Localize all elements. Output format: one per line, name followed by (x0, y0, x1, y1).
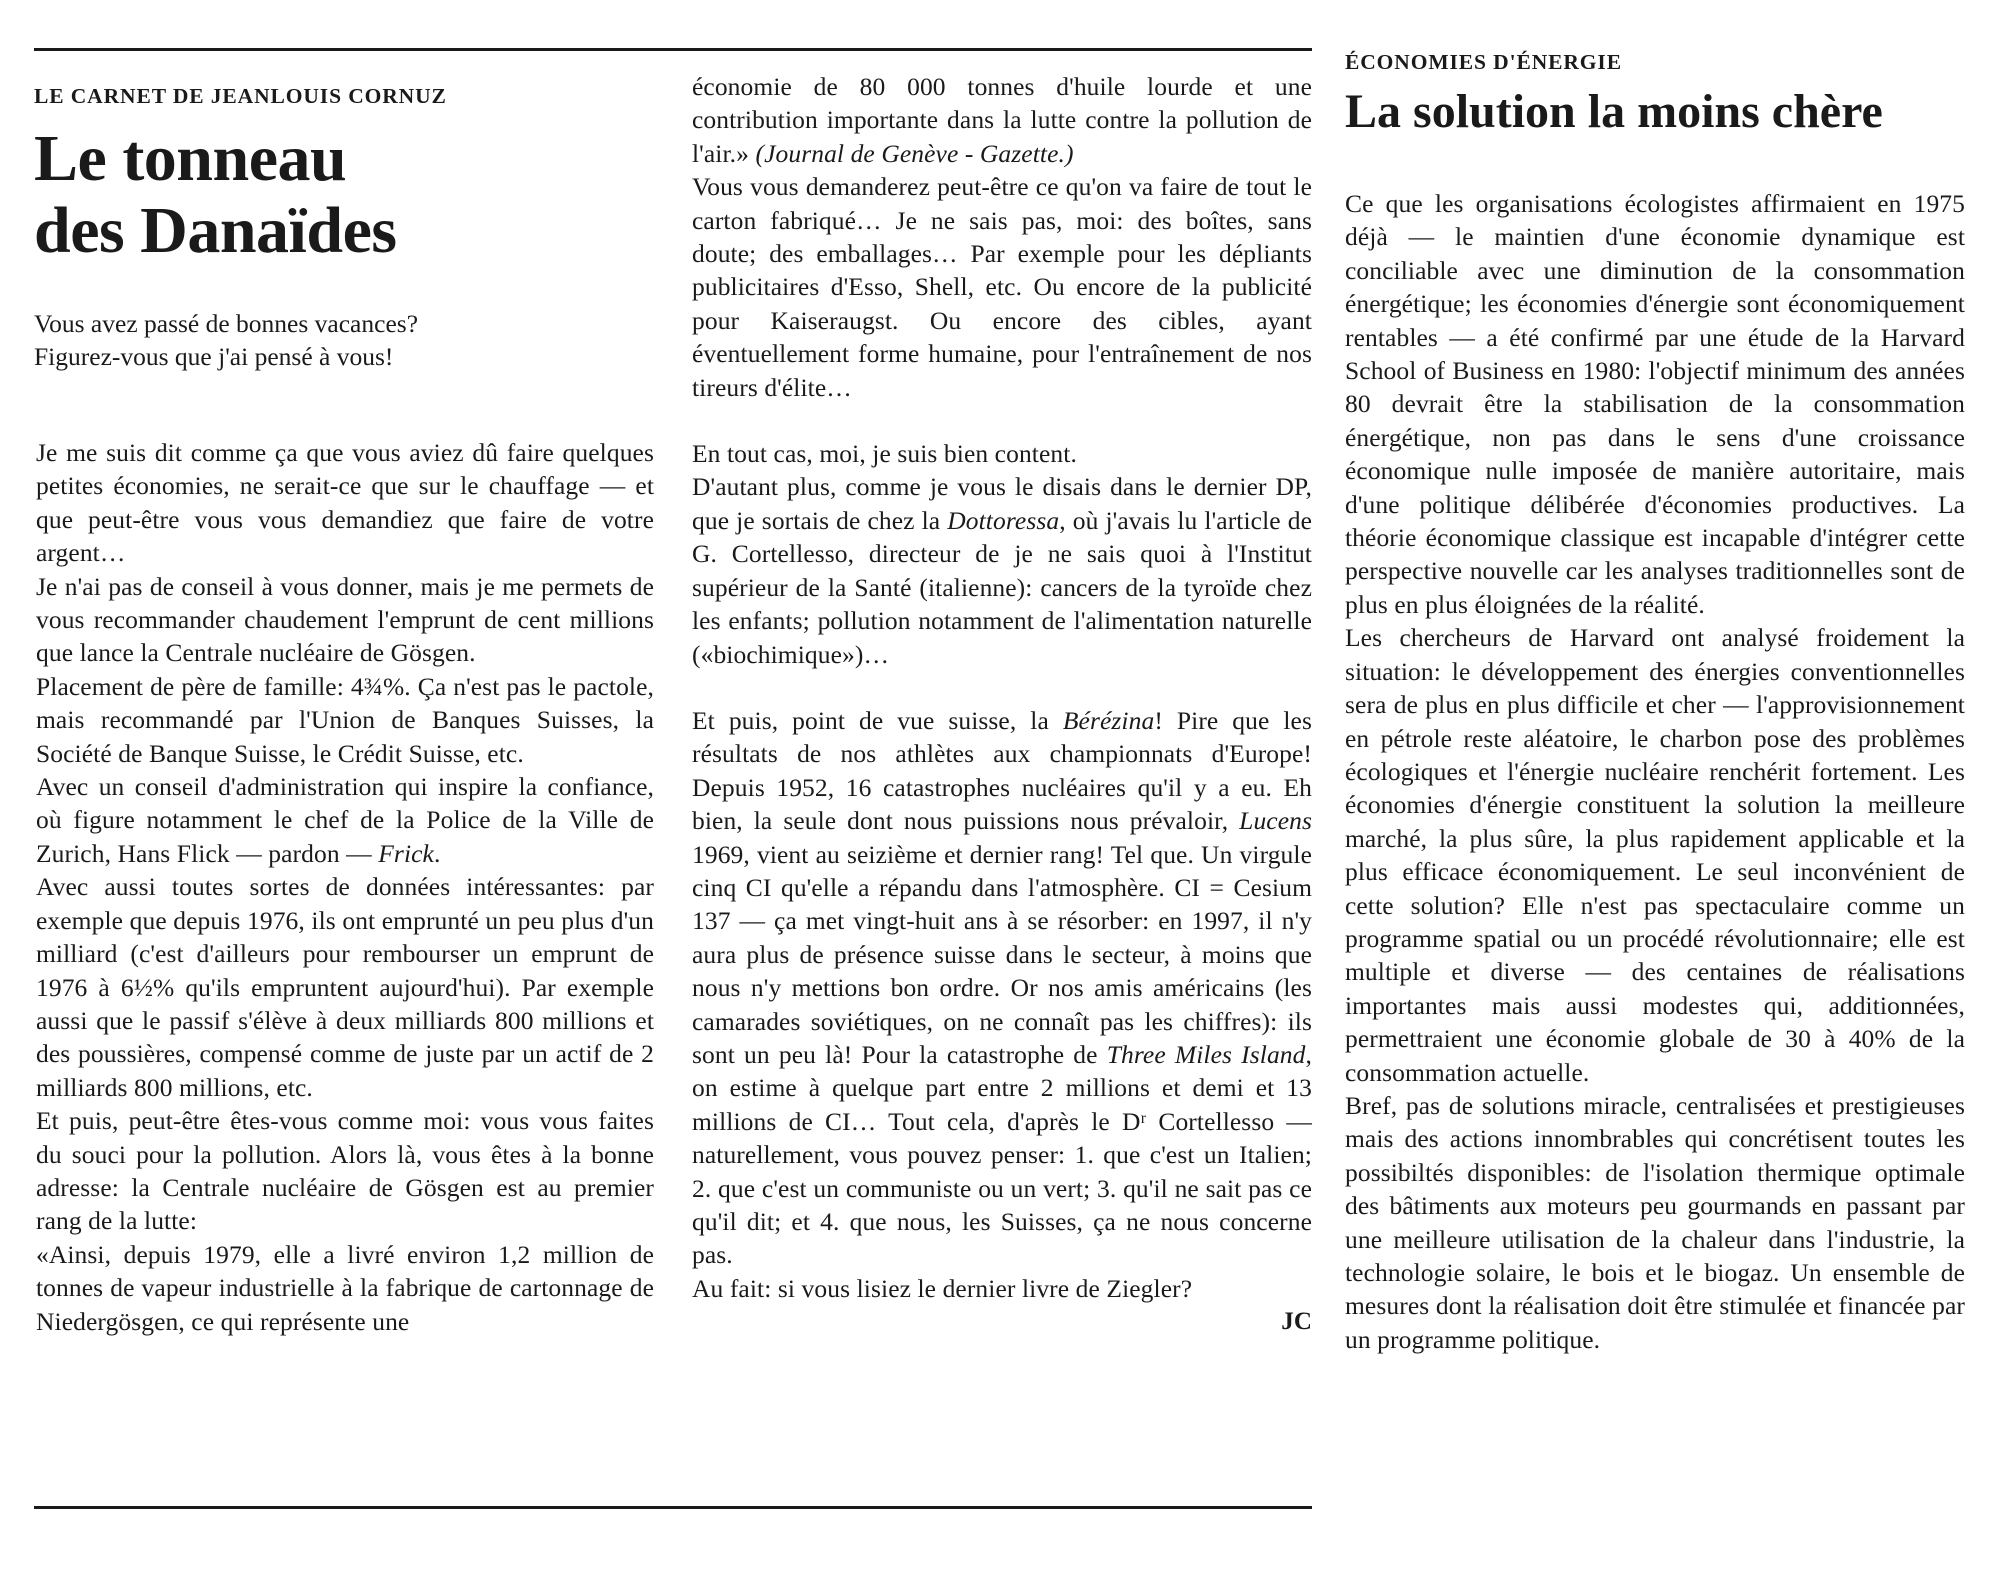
right-article-kicker: ÉCONOMIES D'ÉNERGIE (1345, 50, 1622, 74)
text-run: , on estime à quelque part entre 2 millions et demi et 13 millions de CI… Tout cela, d'après le Dʳ Cortellesso — naturellement, vous pouvez penser: 1. que c'est un Italien; 2. que c'est un communiste ou un vert; 3. qu'il ne sait pas ce qu'il dit; et 4. que nous, les Suisses, ça ne nous concerne pas. (692, 1039, 1312, 1270)
paragraph (692, 704, 1312, 1272)
italic-name: Three Miles Island (1106, 1039, 1306, 1069)
text-run: . (433, 838, 441, 868)
text-run: D'autant plus, comme je vous le disais dans le dernier DP, que je sortais de chez la (692, 472, 1312, 535)
text-run: économie de 80 000 tonnes d'huile lourde et une contribution importante dans la lutte contre la pollution de l'air.» (692, 72, 1312, 168)
left-article-kicker: LE CARNET DE JEANLOUIS CORNUZ (34, 84, 447, 108)
paragraph: Je me suis dit comme ça que vous aviez dû faire quelques petites économies, ne serait-ce que sur le chauffage — et que peut-être vous vous demandiez que faire de votre argent… (36, 438, 654, 568)
paragraph: Et puis, peut-être êtes-vous comme moi: vous vous faites du souci pour la pollution. Alors là, vous êtes à la bonne adresse: la Centrale nucléaire de Gösgen est au premier rang de la lutte: (36, 1106, 654, 1236)
paragraph: Les chercheurs de Harvard ont analysé froidement la situation: le développement des énergies conventionnelles sera de plus en plus difficile et cher — l'approvisionnement en pétrole reste aléatoire, le charbon pose des problèmes écologiques et l'énergie nucléaire renchérit fortement. Les économies d'énergie constituent la solution la meilleure marché, la plus sûre, la plus rapidement applicable et la plus efficace économiquement. Le seul inconvénient de cette solution? Elle n'est pas spectaculaire comme un programme spatial ou un procédé révolutionnaire; elle est multiple et diverse — des centaines de réalisations importantes mais aussi modestes qui, additionnées, permettraient une économie globale de 30 à 40% de la consommation actuelle. (1345, 623, 1965, 1087)
text-run: Et puis, point de vue suisse, la (692, 705, 1049, 735)
intro-line-1: Vous avez passé de bonnes vacances? (34, 309, 419, 338)
left-article-title (34, 123, 674, 267)
paragraph: Je n'ai pas de conseil à vous donner, mais je me permets de vous recommander chaudement l'emprunt de cent millions que lance la Centrale nucléaire de Gösgen. (36, 571, 654, 668)
right-article-title: La solution la moins chère (1345, 85, 1883, 138)
paragraph: Placement de père de famille: 4¾%. Ça n'est pas le pactole, mais recommandé par l'Union de Banques Suisses, la Société de Banque Suisse, le Crédit Suisse, etc. (36, 671, 654, 768)
italic-name: Bérézina (1062, 705, 1155, 735)
italic-name: Dottoressa (947, 505, 1060, 535)
paragraph (692, 470, 1312, 670)
paragraph: Ce que les organisations écologistes affirmaient en 1975 déjà — le maintien d'une économie dynamique est conciliable avec une diminution de la consommation énergétique; les économies d'énergie sont économiquement rentables — a été confirmé par une étude de la Harvard School of Business en 1980: l'objectif minimum des années 80 devrait être la stabilisation de la consommation énergétique, non pas dans le sens d'une croissance économique nulle imposée de manière autoritaire, mais d'une politique délibérée d'économies productives. La théorie économique classique est incapable d'intégrer cette perspective nouvelle car les analyses traditionnelles sont de plus en plus éloignées de la réalité. (1345, 189, 1965, 619)
paragraph: Au fait: si vous lisiez le dernier livre de Ziegler? (692, 1273, 1193, 1303)
left-article-column-2 (692, 70, 1312, 1339)
right-article-body (1345, 187, 1965, 1356)
paragraph: «Ainsi, depuis 1979, elle a livré environ 1,2 million de tonnes de vapeur industrielle à la fabrique de cartonnage de Niedergösgen, ce qui représente une (36, 1239, 654, 1336)
left-article-header (34, 84, 674, 374)
intro-line-2: Figurez-vous que j'ai pensé à vous! (34, 342, 394, 372)
paragraph (692, 70, 1312, 170)
paragraph: Avec aussi toutes sortes de données intéressantes: par exemple que depuis 1976, ils ont emprunté un peu plus d'un milliard (c'est d'ailleurs pour rembourser un emprunt de 1976 à 6½% qu'ils empruntent aujourd'hui). Par exemple aussi que le passif s'élève à deux milliards 800 millions et des poussières, compensé comme de juste par un actif de 2 milliards 800 millions, etc. (36, 872, 654, 1102)
italic-name: Frick (378, 838, 434, 868)
paragraph: Vous vous demanderez peut-être ce qu'on va faire de tout le carton fabriqué… Je ne sais pas, moi: des boîtes, sans doute; des emballages… Par exemple pour les dépliants publicitaires d'Esso, Shell, etc. Ou encore de la publicité pour Kaiseraugst. Ou encore des cibles, ayant éventuellement forme humaine, pour l'entraînement de nos tireurs d'élite… (692, 172, 1312, 402)
right-article (1345, 50, 1965, 1356)
paragraph-gap (692, 404, 1312, 437)
text-run: Avec un conseil d'administration qui inspire la confiance, où figure notamment le chef de la Police de la Ville de Zurich, Hans Flick — pardon — (36, 772, 654, 868)
italic-name: Lucens (1239, 806, 1313, 836)
bottom-rule (34, 1506, 1312, 1509)
text-run: ! Pire que les résultats de nos athlètes aux championnats d'Europe! Depuis 1952, 16 catastrophes nucléaires qu'il y a eu. Eh bien, la seule dont nous puissions nous prévaloir, (692, 705, 1312, 836)
left-article-column-1 (36, 436, 654, 1338)
paragraph (36, 770, 654, 870)
top-rule (34, 48, 1312, 51)
text-run: , où j'avais lu l'article de G. Cortellesso, directeur de je ne sais quoi à l'Institut supérieur de la Santé (italienne): cancers de la tyroïde chez les enfants; pollution notamment de l'alimentation naturelle («biochimique»)… (692, 505, 1312, 669)
left-article-intro (34, 307, 674, 374)
paragraph: En tout cas, moi, je suis bien content. (692, 439, 1077, 469)
text-run: 1969, vient au seizième et dernier rang! Tel que. Un virgule cinq CI qu'elle a répandu dans l'atmosphère. CI = Cesium 137 — ça met vingt-huit ans à se résorber: en 1997, il n'y aura plus de présence suisse dans le secteur, à moins que nous n'y mettions bon ordre. Or nos amis américains (les camarades soviétiques, on ne connaît pas les chiffres): ils sont un peu là! Pour la catastrophe de (692, 839, 1312, 1069)
paragraph: Bref, pas de solutions miracle, centralisées et prestigieuses mais des actions innombrables qui concrétisent toutes les possibiltés disponibles: de l'isolation thermique optimale des bâtiments aux moteurs peu gourmands en passant par une meilleure utilisation de la chaleur dans l'industrie, la technologie solaire, le bois et le biogaz. Un ensemble de mesures dont la réalisation doit être stimulée et financée par un programme politique. (1345, 1090, 1965, 1354)
title-line-2: des Danaïdes (34, 194, 397, 267)
title-line-1: Le tonneau (34, 122, 347, 195)
source-citation: (Journal de Genève - Gazette.) (755, 138, 1074, 168)
paragraph-gap (692, 671, 1312, 704)
author-signature: JC (1281, 1308, 1312, 1336)
